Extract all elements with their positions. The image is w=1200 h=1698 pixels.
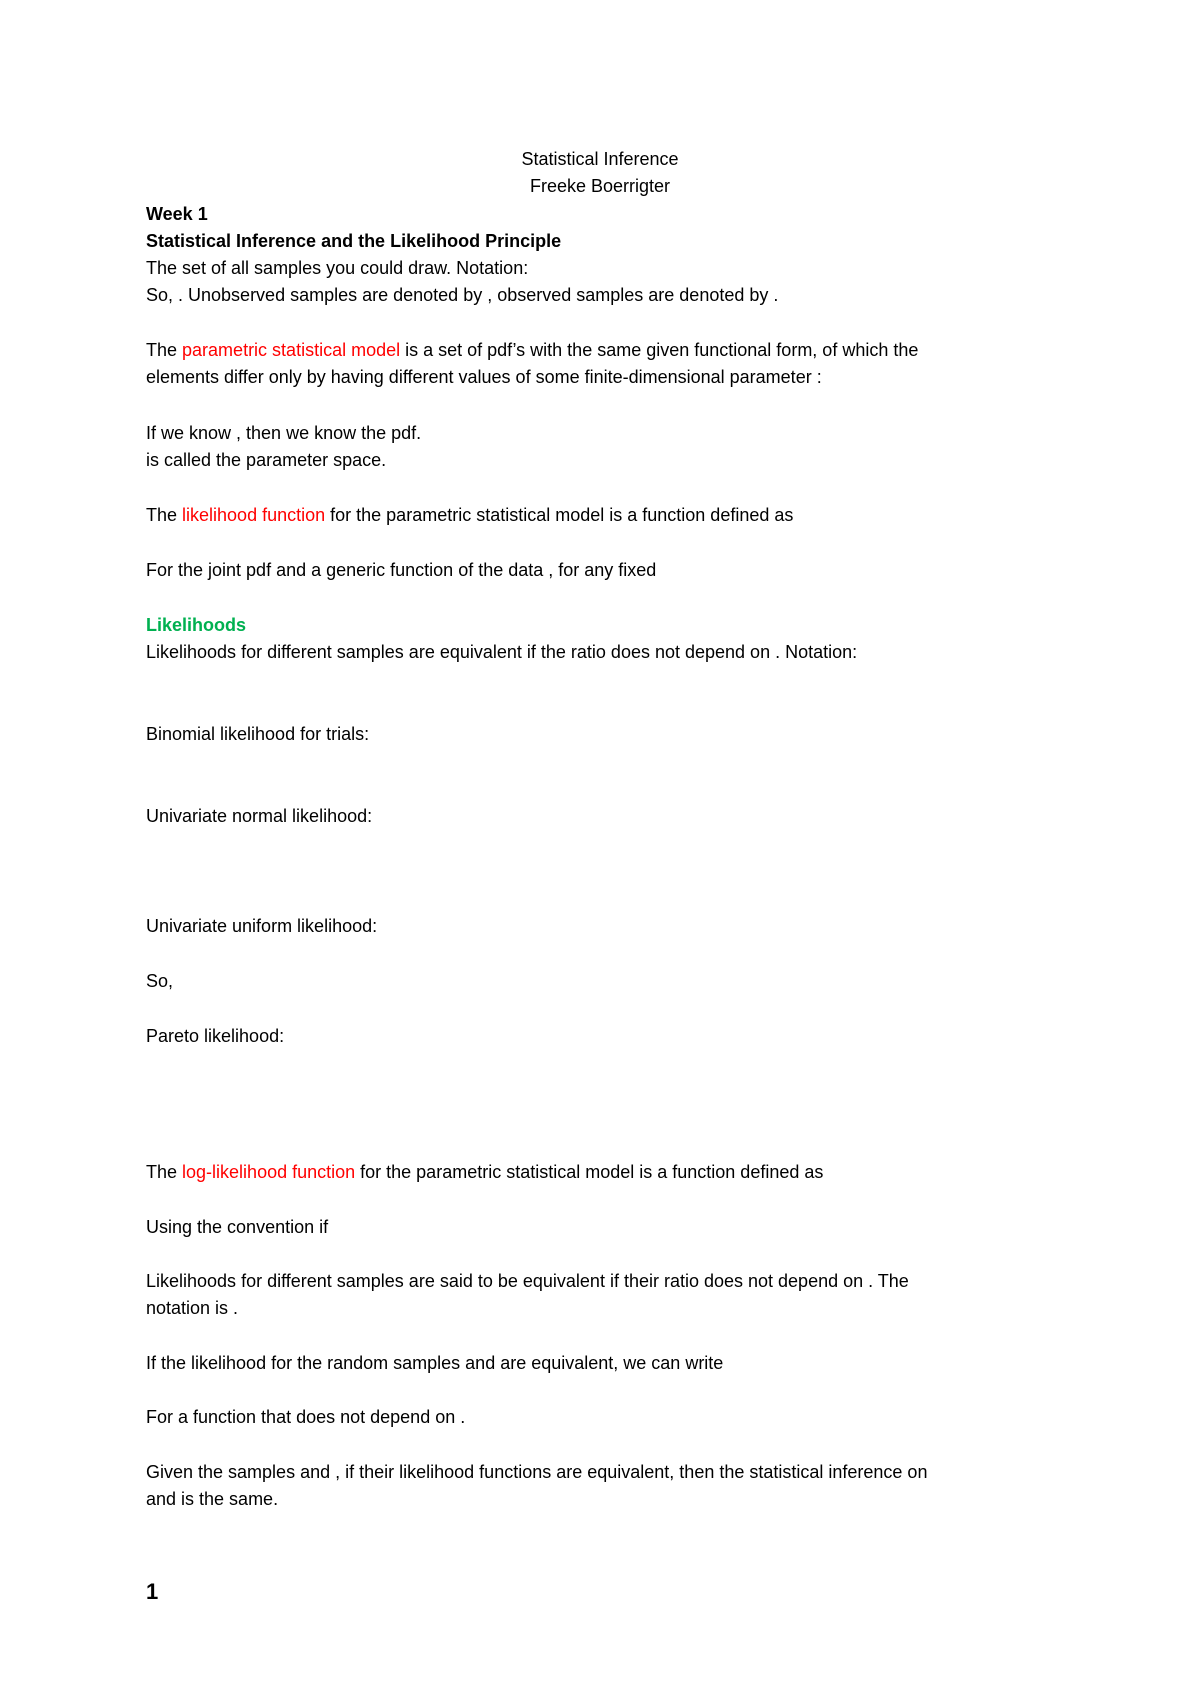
paragraph-inference-same: Given the samples and , if their likelihood functions are equivalent, then the statistical inference on bbox=[146, 1462, 928, 1482]
paragraph-equivalent-ratio: Likelihoods for different samples are equivalent if the ratio does not depend on . Notation: bbox=[146, 642, 858, 662]
paragraph-know-pdf: If we know , then we know the pdf. bbox=[146, 423, 422, 443]
text-segment: is a set of pdf’s with the same given functional form, of which the bbox=[400, 340, 919, 360]
paragraph-joint-pdf: For the joint pdf and a generic function of the data , for any fixed bbox=[146, 560, 657, 580]
paragraph-convention: Using the convention if bbox=[146, 1217, 329, 1237]
uniform-likelihood: Univariate uniform likelihood: bbox=[146, 916, 378, 936]
paragraph-parameter-space: is called the parameter space. bbox=[146, 450, 387, 470]
paragraph-sample-space: The set of all samples you could draw. Notation: bbox=[146, 258, 529, 278]
paragraph-log-likelihood bbox=[146, 1159, 823, 1186]
pareto-likelihood: Pareto likelihood: bbox=[146, 1026, 285, 1046]
paragraph-equivalent-notation: notation is . bbox=[146, 1298, 239, 1318]
section-heading: Statistical Inference and the Likelihood Principle bbox=[146, 231, 562, 251]
page-number: 1 bbox=[146, 1579, 159, 1604]
binomial-likelihood: Binomial likelihood for trials: bbox=[146, 724, 370, 744]
paragraph-equivalent-samples: Likelihoods for different samples are said to be equivalent if their ratio does not depend on . The bbox=[146, 1271, 909, 1291]
paragraph-parametric-model bbox=[146, 337, 918, 364]
term-likelihood-function: likelihood function bbox=[182, 505, 326, 525]
paragraph-random-samples: If the likelihood for the random samples and are equivalent, we can write bbox=[146, 1353, 724, 1373]
text-segment: The bbox=[146, 340, 183, 360]
paragraph-function-not-depend: For a function that does not depend on . bbox=[146, 1407, 466, 1427]
paragraph-inference-same-cont: and is the same. bbox=[146, 1489, 279, 1509]
text-segment: The bbox=[146, 1162, 183, 1182]
likelihoods-heading: Likelihoods bbox=[146, 615, 247, 635]
paragraph-likelihood-function bbox=[146, 502, 793, 529]
so-label: So, bbox=[146, 971, 174, 991]
paragraph-sample-notation: So, . Unobserved samples are denoted by , observed samples are denoted by . bbox=[146, 285, 779, 305]
term-log-likelihood-function: log-likelihood function bbox=[182, 1162, 356, 1182]
paragraph-parametric-model-cont: elements differ only by having different values of some finite-dimensional parameter : bbox=[146, 367, 822, 387]
document-title: Statistical Inference bbox=[521, 149, 679, 169]
week-heading: Week 1 bbox=[146, 204, 208, 224]
document-author: Freeke Boerrigter bbox=[529, 176, 671, 196]
text-segment: The bbox=[146, 505, 183, 525]
text-segment: for the parametric statistical model is a function defined as bbox=[325, 505, 794, 525]
term-parametric-statistical-model: parametric statistical model bbox=[182, 340, 401, 360]
normal-likelihood: Univariate normal likelihood: bbox=[146, 806, 373, 826]
text-segment: for the parametric statistical model is a function defined as bbox=[355, 1162, 824, 1182]
